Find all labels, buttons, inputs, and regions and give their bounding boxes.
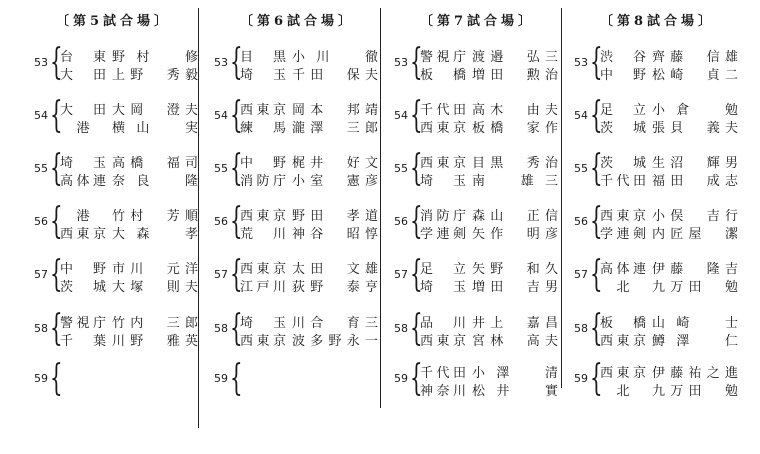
match-block bbox=[30, 256, 210, 300]
player-affiliation: 足立 bbox=[600, 103, 646, 118]
player-name: 矢野 和久 bbox=[472, 262, 558, 277]
player-name: 山崎 士 bbox=[652, 316, 738, 331]
brace-icon: { bbox=[50, 95, 63, 136]
brace-icon: { bbox=[230, 308, 243, 349]
match-number: 59 bbox=[34, 372, 48, 385]
match-block bbox=[390, 360, 570, 404]
player-name: 南 雄三 bbox=[472, 174, 558, 189]
player-name: 大塚 則夫 bbox=[112, 280, 198, 295]
match-block bbox=[570, 97, 750, 141]
player-name: 森山 正信 bbox=[472, 209, 558, 224]
match-block bbox=[390, 150, 570, 194]
player-affiliation: 高体連 bbox=[600, 262, 646, 277]
match-number: 57 bbox=[574, 268, 588, 281]
player-affiliation: 埼玉 bbox=[60, 156, 106, 171]
player-affiliation: 西東京 bbox=[600, 209, 646, 224]
match-number: 55 bbox=[214, 162, 228, 175]
match-number: 53 bbox=[574, 56, 588, 69]
player-affiliation: 練馬 bbox=[240, 121, 286, 136]
brace-icon: { bbox=[230, 201, 243, 242]
player-name: 齊藤 信雄 bbox=[652, 50, 738, 65]
match-number: 54 bbox=[574, 109, 588, 122]
match-block bbox=[570, 44, 750, 88]
match-block bbox=[570, 256, 750, 300]
player-name: 増田 勲治 bbox=[472, 68, 558, 83]
player-name: 小澤 清 bbox=[472, 366, 558, 381]
match-number: 57 bbox=[394, 268, 408, 281]
player-name: 生沼 輝男 bbox=[652, 156, 738, 171]
brace-icon: { bbox=[410, 148, 423, 189]
player-affiliation: 西東京 bbox=[600, 334, 646, 349]
match-number: 53 bbox=[34, 56, 48, 69]
player-name: 梶井 好文 bbox=[292, 156, 378, 171]
player-name: 九万田 勉 bbox=[652, 384, 738, 399]
player-name: 渡邉 弘三 bbox=[472, 50, 558, 65]
court-header: 〔第8試合場〕 bbox=[600, 14, 716, 29]
player-affiliation: 渋谷 bbox=[600, 50, 646, 65]
player-name: 竹村 芳順 bbox=[112, 209, 198, 224]
brace-icon: { bbox=[50, 358, 63, 399]
player-name: 岡本 邦靖 bbox=[292, 103, 378, 118]
player-affiliation: 西東京 bbox=[420, 334, 466, 349]
court-column bbox=[210, 0, 380, 454]
player-affiliation: 港 bbox=[76, 209, 90, 224]
match-number: 59 bbox=[214, 372, 228, 385]
player-affiliation: 埼玉 bbox=[420, 174, 466, 189]
brace-icon: { bbox=[50, 254, 63, 295]
court-column bbox=[570, 0, 740, 454]
player-name: 板橋 家作 bbox=[472, 121, 558, 136]
player-affiliation: 中野 bbox=[240, 156, 286, 171]
player-name: 荻野 泰亨 bbox=[292, 280, 378, 295]
brace-icon: { bbox=[590, 254, 603, 295]
match-number: 56 bbox=[574, 215, 588, 228]
player-affiliation: 埼玉 bbox=[420, 280, 466, 295]
player-affiliation: 学連剣 bbox=[420, 227, 466, 242]
match-block bbox=[210, 44, 390, 88]
player-name: 小倉 勉 bbox=[652, 103, 738, 118]
player-affiliation: 西東京 bbox=[60, 227, 106, 242]
player-affiliation: 埼玉 bbox=[240, 68, 286, 83]
match-number: 54 bbox=[214, 109, 228, 122]
player-affiliation: 大田 bbox=[60, 103, 106, 118]
court-column bbox=[30, 0, 200, 454]
player-name: 大岡 澄夫 bbox=[112, 103, 198, 118]
match-block bbox=[390, 203, 570, 247]
brace-icon: { bbox=[230, 42, 243, 83]
player-name: 目黒 秀治 bbox=[472, 156, 558, 171]
player-affiliation: 西東京 bbox=[420, 156, 466, 171]
player-name: 鱒澤 仁 bbox=[652, 334, 738, 349]
player-name: 小俣 吉行 bbox=[652, 209, 738, 224]
match-number: 55 bbox=[574, 162, 588, 175]
player-name: 松井 實 bbox=[472, 384, 558, 399]
brace-icon: { bbox=[230, 358, 243, 399]
match-block bbox=[570, 360, 750, 404]
player-name: 竹内 三郎 bbox=[112, 316, 198, 331]
player-name: 増田 吉男 bbox=[472, 280, 558, 295]
player-name: 高橋 福司 bbox=[112, 156, 198, 171]
player-affiliation: 消防庁 bbox=[240, 174, 286, 189]
match-number: 56 bbox=[394, 215, 408, 228]
player-affiliation: 千代田 bbox=[600, 174, 646, 189]
player-name: 大森 孝 bbox=[112, 227, 198, 242]
brace-icon: { bbox=[230, 254, 243, 295]
player-affiliation: 警視庁 bbox=[420, 50, 466, 65]
brace-icon: { bbox=[50, 42, 63, 83]
player-affiliation: 茨城 bbox=[600, 156, 646, 171]
match-number: 57 bbox=[214, 268, 228, 281]
match-block bbox=[210, 310, 390, 354]
player-name: 松崎 貞二 bbox=[652, 68, 738, 83]
match-number: 58 bbox=[34, 322, 48, 335]
player-name: 太田 文雄 bbox=[292, 262, 378, 277]
court-column bbox=[390, 0, 560, 454]
match-block bbox=[570, 203, 750, 247]
player-name: 伊藤 隆吉 bbox=[652, 262, 738, 277]
match-block bbox=[30, 310, 210, 354]
player-affiliation: 足立 bbox=[420, 262, 466, 277]
match-number: 54 bbox=[34, 109, 48, 122]
match-number: 53 bbox=[394, 56, 408, 69]
player-affiliation: 警視庁 bbox=[60, 316, 106, 331]
player-name: 内匠屋 潔 bbox=[652, 227, 738, 242]
player-affiliation: 北 bbox=[616, 280, 630, 295]
player-affiliation: 千代田 bbox=[420, 366, 466, 381]
player-name: 川野 雅英 bbox=[112, 334, 198, 349]
brace-icon: { bbox=[410, 95, 423, 136]
player-affiliation: 中野 bbox=[600, 68, 646, 83]
player-name: 伊藤祐之進 bbox=[652, 366, 738, 381]
player-name: 奈良 隆 bbox=[112, 174, 198, 189]
court-header: 〔第6試合場〕 bbox=[240, 14, 356, 29]
player-affiliation: 千代田 bbox=[420, 103, 466, 118]
brace-icon: { bbox=[410, 308, 423, 349]
player-name: 高木 由夫 bbox=[472, 103, 558, 118]
player-affiliation: 茨城 bbox=[600, 121, 646, 136]
brace-icon: { bbox=[50, 148, 63, 189]
match-block bbox=[30, 150, 210, 194]
match-block bbox=[390, 310, 570, 354]
match-number: 56 bbox=[34, 215, 48, 228]
player-affiliation: 大田 bbox=[60, 68, 106, 83]
brace-icon: { bbox=[410, 201, 423, 242]
court-header: 〔第5試合場〕 bbox=[56, 14, 172, 29]
brace-icon: { bbox=[410, 254, 423, 295]
match-block bbox=[210, 97, 390, 141]
player-name: 小室 憲彦 bbox=[292, 174, 378, 189]
match-number: 53 bbox=[214, 56, 228, 69]
brace-icon: { bbox=[410, 42, 423, 83]
match-number: 56 bbox=[214, 215, 228, 228]
player-affiliation: 高体連 bbox=[60, 174, 106, 189]
brace-icon: { bbox=[590, 95, 603, 136]
player-name: 神谷 昭惇 bbox=[292, 227, 378, 242]
player-affiliation: 西東京 bbox=[240, 209, 286, 224]
match-number: 58 bbox=[394, 322, 408, 335]
player-affiliation: 学連剣 bbox=[600, 227, 646, 242]
brace-icon: { bbox=[590, 201, 603, 242]
player-affiliation: 西東京 bbox=[240, 334, 286, 349]
match-block bbox=[390, 256, 570, 300]
player-name: 矢作 明彦 bbox=[472, 227, 558, 242]
match-number: 54 bbox=[394, 109, 408, 122]
player-name: 九万田 勉 bbox=[652, 280, 738, 295]
match-block bbox=[30, 203, 210, 247]
match-number: 58 bbox=[574, 322, 588, 335]
match-block bbox=[210, 360, 390, 404]
player-affiliation: 西東京 bbox=[240, 262, 286, 277]
player-affiliation: 中野 bbox=[60, 262, 106, 277]
match-block bbox=[30, 97, 210, 141]
brace-icon: { bbox=[410, 358, 423, 399]
player-affiliation: 神奈川 bbox=[420, 384, 466, 399]
player-affiliation: 茨城 bbox=[60, 280, 106, 295]
player-name: 市川 元洋 bbox=[112, 262, 198, 277]
match-block bbox=[30, 44, 210, 88]
player-affiliation: 板橋 bbox=[600, 316, 646, 331]
match-block bbox=[390, 44, 570, 88]
match-block bbox=[210, 203, 390, 247]
brace-icon: { bbox=[230, 95, 243, 136]
brace-icon: { bbox=[230, 148, 243, 189]
brace-icon: { bbox=[590, 42, 603, 83]
player-affiliation: 品川 bbox=[420, 316, 466, 331]
brace-icon: { bbox=[590, 358, 603, 399]
match-block bbox=[570, 310, 750, 354]
court-header: 〔第7試合場〕 bbox=[420, 14, 536, 29]
brace-icon: { bbox=[50, 308, 63, 349]
player-name: 小川 徹 bbox=[292, 50, 378, 65]
player-name: 野村 修 bbox=[112, 50, 198, 65]
player-affiliation: 板橋 bbox=[420, 68, 466, 83]
player-affiliation: 西東京 bbox=[240, 103, 286, 118]
match-number: 59 bbox=[394, 372, 408, 385]
player-name: 野田 孝道 bbox=[292, 209, 378, 224]
player-affiliation: 消防庁 bbox=[420, 209, 466, 224]
match-number: 58 bbox=[214, 322, 228, 335]
player-affiliation: 埼玉 bbox=[240, 316, 286, 331]
match-number: 57 bbox=[34, 268, 48, 281]
match-block bbox=[390, 97, 570, 141]
player-affiliation: 西東京 bbox=[600, 366, 646, 381]
brace-icon: { bbox=[50, 201, 63, 242]
player-affiliation: 西東京 bbox=[420, 121, 466, 136]
player-affiliation: 江戸川 bbox=[240, 280, 286, 295]
brace-icon: { bbox=[590, 308, 603, 349]
player-name: 千田 保夫 bbox=[292, 68, 378, 83]
player-name: 横山 実 bbox=[112, 121, 198, 136]
brace-icon: { bbox=[590, 148, 603, 189]
match-block bbox=[210, 150, 390, 194]
player-affiliation: 千葉 bbox=[60, 334, 106, 349]
match-number: 55 bbox=[394, 162, 408, 175]
player-affiliation: 目黒 bbox=[240, 50, 286, 65]
match-block bbox=[30, 360, 210, 404]
player-affiliation: 台東 bbox=[60, 50, 106, 65]
player-name: 波多野永一 bbox=[292, 334, 378, 349]
player-affiliation: 港 bbox=[76, 121, 90, 136]
player-name: 井上 嘉昌 bbox=[472, 316, 558, 331]
player-name: 宮林 高夫 bbox=[472, 334, 558, 349]
match-number: 59 bbox=[574, 372, 588, 385]
player-affiliation: 北 bbox=[616, 384, 630, 399]
match-block bbox=[570, 150, 750, 194]
player-name: 福田 成志 bbox=[652, 174, 738, 189]
player-name: 上野 秀毅 bbox=[112, 68, 198, 83]
player-name: 瀧澤 三郎 bbox=[292, 121, 378, 136]
player-name: 川合 育三 bbox=[292, 316, 378, 331]
player-affiliation: 荒川 bbox=[240, 227, 286, 242]
player-name: 張貝 義夫 bbox=[652, 121, 738, 136]
match-number: 55 bbox=[34, 162, 48, 175]
match-block bbox=[210, 256, 390, 300]
